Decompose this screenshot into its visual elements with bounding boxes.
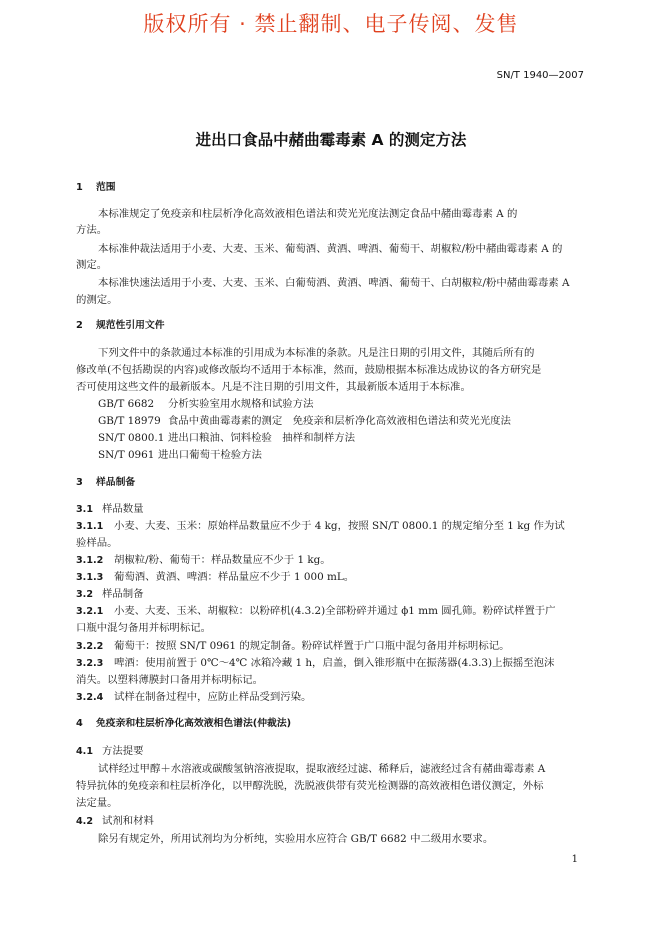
clause-3-1-1: 3.1.1 小麦、大麦、玉米：原始样品数量应不少于 4 kg，按照 SN/T 0800.1 的规定缩分至 1 kg 作为试 <box>76 520 565 532</box>
section-2-heading: 2 规范性引用文件 <box>76 320 165 331</box>
section-4-paragraph: 除另有规定外，所用试剂均为分析纯，实验用水应符合 GB/T 6682 中二级用水要求。 <box>98 833 494 845</box>
clause-3-2-2: 3.2.2 葡萄干：按照 SN/T 0961 的规定制备。粉碎试样置于广口瓶中混匀备用并标明标记。 <box>76 640 510 652</box>
section-4-paragraph: 试样经过甲醇＋水溶液或碳酸氢钠溶液提取，提取液经过滤、稀释后，滤液经过含有赭曲霉毒素 A <box>98 763 546 775</box>
clause-3-1-2: 3.1.2 胡椒粒/粉、葡萄干：样品数量应不少于 1 kg。 <box>76 554 331 566</box>
section-1-paragraph: 本标准仲裁法适用于小麦、大麦、玉米、葡萄酒、黄酒、啤酒、葡萄干、胡椒粒/粉中赭曲霉毒素 A 的 <box>98 243 563 255</box>
subsection-heading: 4.2 试剂和材料 <box>76 815 154 827</box>
section-1-paragraph: 测定。 <box>76 259 108 271</box>
standard-code: SN/T 1940—2007 <box>496 70 584 81</box>
reference-item: SN/T 0800.1 进出口粮油、饲料检验 抽样和制样方法 <box>98 432 356 444</box>
clause-continuation: 验样品。 <box>76 537 118 549</box>
section-2-paragraph: 修改单(不包括勘误的内容)或修改版均不适用于本标准，然而，鼓励根据本标准达成协议的各方研究是 <box>76 364 542 376</box>
clause-3-2-3: 3.2.3 啤酒：使用前置于 0℃～4℃ 冰箱冷藏 1 h，启盖，倒入锥形瓶中在振荡器(4.3.3)上振摇至泡沫 <box>76 657 555 669</box>
clause-3-2-4: 3.2.4 试样在制备过程中，应防止样品受到污染。 <box>76 691 312 703</box>
section-3-heading: 3 样品制备 <box>76 477 136 488</box>
section-4-heading: 4 免疫亲和柱层析净化高效液相色谱法(仲裁法) <box>76 718 292 729</box>
section-1-paragraph: 本标准规定了免疫亲和柱层析净化高效液相色谱法和荧光光度法测定食品中赭曲霉毒素 A 的 <box>98 208 518 220</box>
section-1-paragraph: 本标准快速法适用于小麦、大麦、玉米、白葡萄酒、黄酒、啤酒、葡萄干、白胡椒粒/粉中赭曲霉毒素 A <box>98 277 570 289</box>
reference-item: SN/T 0961 进出口葡萄干检验方法 <box>98 449 262 461</box>
subsection-heading: 3.1 样品数量 <box>76 503 144 515</box>
clause-continuation: 口瓶中混匀备用并标明标记。 <box>76 622 212 634</box>
section-1-paragraph: 的测定。 <box>76 294 118 306</box>
document-title: 进出口食品中赭曲霉毒素 A 的测定方法 <box>195 131 467 149</box>
clause-3-1-3: 3.1.3 葡萄酒、黄酒、啤酒：样品量应不少于 1 000 mL。 <box>76 571 355 583</box>
page-number: 1 <box>571 854 578 865</box>
reference-item: GB/T 6682 分析实验室用水规格和试验方法 <box>98 398 314 410</box>
section-4-paragraph: 特异抗体的免疫亲和柱层析净化，以甲醇洗脱，洗脱液供带有荧光检测器的高效液相色谱仪测定，外标 <box>76 780 544 792</box>
clause-3-2-1: 3.2.1 小麦、大麦、玉米、胡椒粒：以粉碎机(4.3.2)全部粉碎并通过 ϕ1 mm 圆孔筛。粉碎试样置于广 <box>76 605 556 617</box>
section-2-paragraph: 下列文件中的条款通过本标准的引用成为本标准的条款。凡是注日期的引用文件，其随后所有的 <box>98 347 535 359</box>
clause-continuation: 消失。以塑料薄膜封口备用并标明标记。 <box>76 674 264 686</box>
copyright-watermark: 版权所有 · 禁止翻制、电子传阅、发售 <box>143 12 519 36</box>
section-4-paragraph: 法定量。 <box>76 797 118 809</box>
reference-item: GB/T 18979 食品中黄曲霉毒素的测定 免疫亲和层析净化高效液相色谱法和荧光光度法 <box>98 415 511 427</box>
subsection-heading: 3.2 样品制备 <box>76 588 144 600</box>
subsection-heading: 4.1 方法提要 <box>76 745 144 757</box>
section-2-paragraph: 否可使用这些文件的最新版本。凡是不注日期的引用文件，其最新版本适用于本标准。 <box>76 381 471 393</box>
section-1-heading: 1 范围 <box>76 182 116 193</box>
section-1-paragraph: 方法。 <box>76 224 108 236</box>
